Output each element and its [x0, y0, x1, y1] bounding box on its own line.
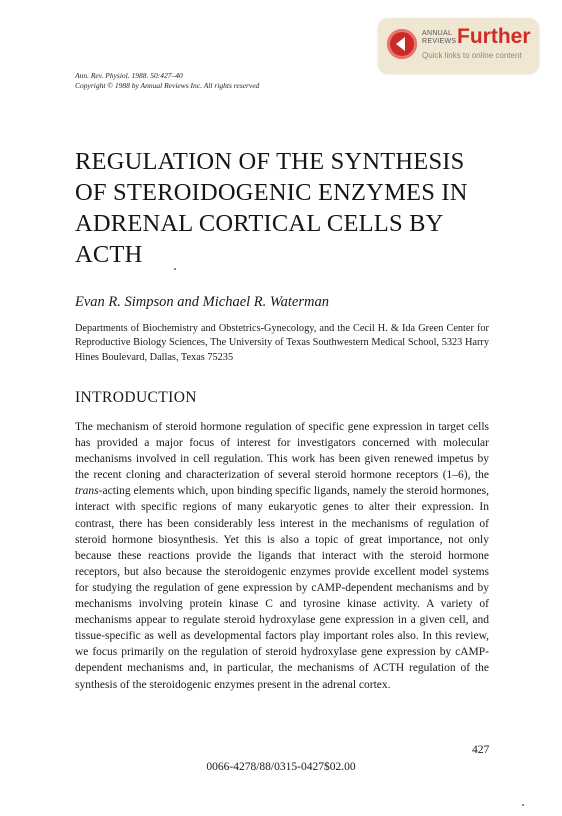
journal-citation: Ann. Rev. Physiol. 1988. 50:427–40	[75, 71, 183, 80]
scan-speck	[174, 268, 176, 270]
article-authors: Evan R. Simpson and Michael R. Waterman	[75, 294, 329, 310]
page-number: 427	[472, 744, 490, 756]
introduction-paragraph	[75, 419, 489, 693]
title-line: ADRENAL CORTICAL CELLS BY	[75, 210, 444, 237]
badge-subtitle: Quick links to online content	[422, 51, 522, 60]
scan-speck	[522, 804, 524, 806]
price-code: 0066-4278/88/0315-0427$02.00	[206, 761, 356, 773]
paragraph-text-end: -acting elements which, upon binding specific ligands, namely the steroid hormones, interact with specific regions of many eukaryotic genes to alter their expression. In contrast, there has been considerably less interest in the mechanisms of regulation of steroid hormone biosynthesis. Yet this is also a topic of great importance, not only because these reactions provide the ligands that interact with the steroid hormone receptors, but also because the steroidogenic enzymes provide excellent model systems for studying the regulation of gene expression by cAMP-dependent mechanisms and by mechanisms involving protein kinase C and tyrosine kinase activity. A variety of mechanisms appear to regulate steroid hydroxylase gene expression in a given cell, and tissue-specific as well as developmental factors play important roles also. In this review, we focus primarily on the regulation of steroid hydroxylase gene expression by cAMP-dependent mechanisms and, in particular, the mechanisms of ACTH regulation of the synthesis of the steroidogenic enzymes present in the adrenal cortex.	[75, 485, 489, 691]
paragraph-text-start: The mechanism of steroid hormone regulation of specific gene expression in target cells has provided a major focus of interest for investigators concerned with molecular mechanisms involved in cell regulation. This work has been given renewed impetus by the recent cloning and characterization of several steroid hormone receptors (1–6), the	[75, 421, 489, 482]
badge-reviews-line: REVIEWS	[422, 38, 457, 45]
journal-citation-block	[75, 71, 259, 91]
article-title	[75, 146, 515, 270]
badge-annual-line: ANNUAL	[422, 30, 453, 37]
section-heading-introduction: INTRODUCTION	[75, 389, 197, 406]
journal-copyright: Copyright © 1988 by Annual Reviews Inc. All rights reserved	[75, 81, 260, 90]
badge-annual-reviews-text	[422, 30, 456, 46]
title-line: REGULATION OF THE SYNTHESIS	[75, 148, 465, 175]
annual-reviews-further-badge[interactable]	[378, 18, 539, 73]
play-arrow-icon	[387, 29, 417, 59]
badge-further-text: Further	[457, 25, 531, 48]
author-affiliation: Departments of Biochemistry and Obstetrics-Gynecology, and the Cecil H. & Ida Green Center for Reproductive Biology Sciences, The University of Texas Southwestern Medical School, 5323 Harry Hines Boulevard, Dallas, Texas 75235	[75, 323, 489, 363]
paragraph-italic-term: trans	[75, 485, 99, 498]
title-line: ACTH	[75, 241, 143, 268]
title-line: OF STEROIDOGENIC ENZYMES IN	[75, 179, 468, 206]
